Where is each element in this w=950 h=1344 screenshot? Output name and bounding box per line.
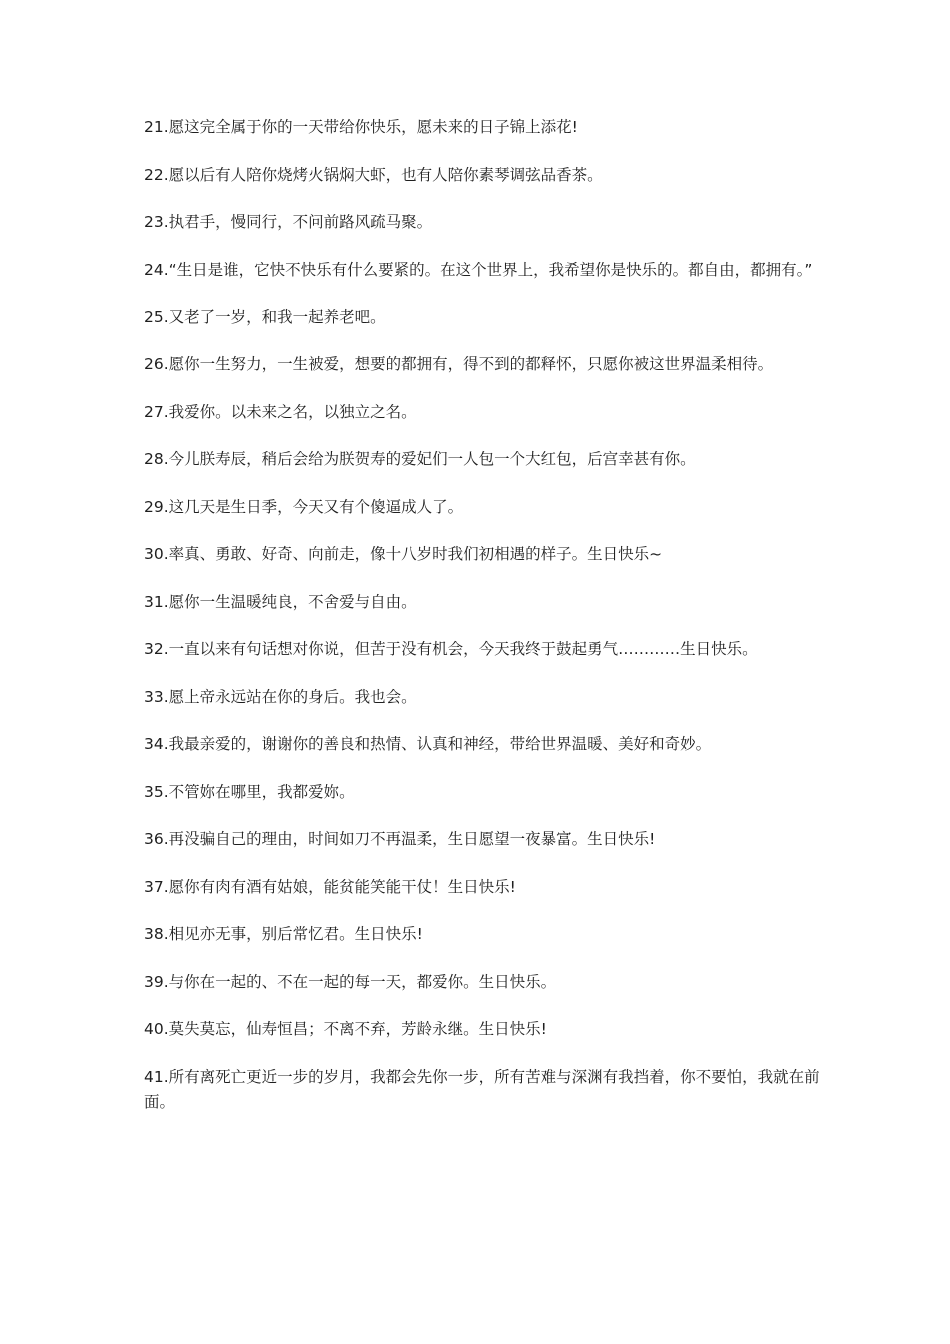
list-item: 21.愿这完全属于你的一天带给你快乐，愿未来的日子锦上添花! (144, 118, 578, 136)
list-item: 41.所有离死亡更近一步的岁月，我都会先你一步，所有苦难与深渊有我挡着，你不要怕，我就在前面。 (144, 1067, 820, 1111)
list-item: 36.再没骗自己的理由，时间如刀不再温柔，生日愿望一夜暴富。生日快乐! (144, 830, 656, 848)
list-item: 34.我最亲爱的，谢谢你的善良和热情、认真和神经，带给世界温暖、美好和奇妙。 (144, 735, 712, 753)
list-item: 25.又老了一岁，和我一起养老吧。 (144, 307, 386, 326)
list-item: 37.愿你有肉有酒有姑娘，能贫能笑能干仗！生日快乐! (144, 877, 516, 896)
list-item: 40.莫失莫忘，仙寿恒昌；不离不弃，芳龄永继。生日快乐! (144, 1020, 547, 1038)
list-item: 33.愿上帝永远站在你的身后。我也会。 (144, 687, 417, 706)
list-item: 26.愿你一生努力，一生被爱，想要的都拥有，得不到的都释怀，只愿你被这世界温柔相待。 (144, 355, 774, 373)
list-item: 28.今儿朕寿辰，稍后会给为朕贺寿的爱妃们一人包一个大红包，后宫幸甚有你。 (144, 450, 696, 468)
list-item: 23.执君手，慢同行，不问前路风疏马聚。 (144, 213, 433, 231)
list-item: 22.愿以后有人陪你烧烤火锅焖大虾，也有人陪你素琴调弦品香茶。 (144, 165, 603, 184)
list-item: 27.我爱你。以未来之名，以独立之名。 (144, 402, 417, 421)
list-item: 38.相见亦无事，别后常忆君。生日快乐! (144, 925, 423, 943)
list-item: 39.与你在一起的、不在一起的每一天，都爱你。生日快乐。 (144, 972, 557, 991)
list-item: 31.愿你一生温暖纯良，不舍爱与自由。 (144, 592, 417, 611)
list-item: 35.不管妳在哪里，我都爱妳。 (144, 782, 355, 801)
wishes-list (144, 115, 824, 1137)
list-item: 30.率真、勇敢、好奇、向前走，像十八岁时我们初相遇的样子。生日快乐~ (144, 545, 663, 563)
list-item: 24.“生日是谁，它快不快乐有什么要紧的。在这个世界上，我希望你是快乐的。都自由，都拥有。” (144, 260, 813, 279)
list-item: 29.这几天是生日季，今天又有个傻逼成人了。 (144, 497, 464, 516)
list-item: 32.一直以来有句话想对你说，但苦于没有机会，今天我终于鼓起勇气…………生日快乐。 (144, 640, 758, 658)
